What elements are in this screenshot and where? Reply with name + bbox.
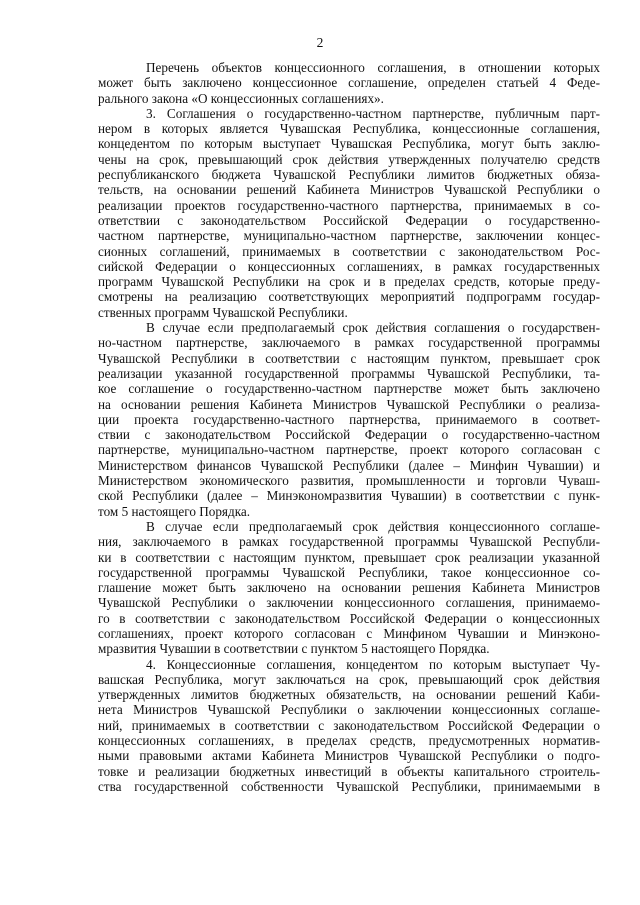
paragraph-line: утвержденных лимитов бюджетных обязательств, на основании решений Каби- xyxy=(98,687,600,703)
paragraph-line: нета Министров Чувашской Республики о заключении концессионных соглаше- xyxy=(98,702,600,718)
paragraph xyxy=(98,60,600,106)
paragraph-line: Министерством финансов Чувашской Республики (далее – Минфин Чувашии) и xyxy=(98,457,600,473)
paragraph-line: концессионных соглашениях, в пределах средств, предусмотренных норматив- xyxy=(98,733,600,749)
paragraph-line: Министерством экономического развития, промышленности и торговли Чуваш- xyxy=(98,473,600,489)
paragraph-line: программ Чувашской Республики на срок и в пределах средств, которые преду- xyxy=(98,274,600,290)
paragraph-line: Перечень объектов концессионного соглашения, в отношении которых xyxy=(146,60,600,75)
paragraph-line: тельств, на основании решений Кабинета Министров Чувашской Республики о xyxy=(98,182,600,198)
paragraph-line: Чувашской Республики о заключении концессионного соглашения, принимаемо- xyxy=(98,595,600,611)
paragraph-line: ской Республики (далее – Минэкономразвития Чувашии) в соответствии с пунк- xyxy=(98,488,600,504)
paragraph-line: реализации проектов государственно-частного партнерства, принимаемых в со- xyxy=(98,197,600,213)
paragraph-line: ки в соответствии с настоящим пунктом, превышает срок реализации указанной xyxy=(98,549,600,565)
paragraph xyxy=(98,106,600,320)
paragraph-line: вашская Республика, могут заключаться на срок, превышающий срок действия xyxy=(98,671,600,687)
paragraph-line: кое соглашение о государственно-частном партнерстве может быть заключено xyxy=(98,381,600,397)
paragraph-line: но-частном партнерстве, заключаемого в рамках государственной программы xyxy=(98,335,600,351)
paragraph-line: республиканского бюджета Чувашской Республики лимитов бюджетных обяза- xyxy=(98,167,600,183)
paragraph-line: ния, заключаемого в рамках государственной программы Чувашской Республи- xyxy=(98,534,600,550)
paragraph-line: 3. Соглашения о государственно-частном партнерстве, публичным парт- xyxy=(146,105,600,121)
document-body xyxy=(98,60,600,794)
paragraph xyxy=(98,657,600,795)
paragraph-line: 4. Концессионные соглашения, концедентом по которым выступает Чу- xyxy=(146,656,600,672)
paragraph-line: партнерстве, муниципально-частном партнерстве, проект которого согласован с xyxy=(98,442,600,458)
paragraph-line: В случае если предполагаемый срок действия соглашения о государствен- xyxy=(146,320,600,336)
paragraph-line: ными правовыми актами Кабинета Министров Чувашской Республики о подго- xyxy=(98,748,600,764)
paragraph xyxy=(98,320,600,519)
paragraph-line: мразвития Чувашии в соответствии с пунктом 5 настоящего Порядка. xyxy=(98,641,490,657)
paragraph-line: концедентом по которым выступает Чувашская Республика, могут быть заклю- xyxy=(98,136,600,152)
paragraph-line: нером в которых является Чувашская Республика, концессионные соглашения, xyxy=(98,121,600,137)
paragraph-line: сийской Федерации о концессионных соглашениях, в рамках государственных xyxy=(98,258,600,274)
paragraph xyxy=(98,519,600,657)
paragraph-line: Чувашской Республики в соответствии с настоящим пунктом, превышает срок xyxy=(98,350,600,366)
paragraph-line: го в соответствии с законодательством Российской Федерации о концессионных xyxy=(98,610,600,626)
paragraph-line: том 5 настоящего Порядка. xyxy=(98,503,251,519)
paragraph-line: товке и реализации бюджетных инвестиций в объекты капитального строитель- xyxy=(98,763,600,779)
paragraph-line: В случае если предполагаемый срок действия концессионного соглаше- xyxy=(146,518,600,534)
paragraph-line: ний, принимаемых в соответствии с законодательством Российской Федерации о xyxy=(98,717,600,733)
paragraph-line: рального закона «О концессионных соглашениях». xyxy=(98,90,384,106)
paragraph-line: ствии с законодательством Российской Федерации о государственно-частном xyxy=(98,427,600,443)
paragraph-line: соглашениях, проект которого согласован с Минфином Чувашии и Минэконо- xyxy=(98,625,600,641)
paragraph-line: смотрены на реализацию соответствующих мероприятий подпрограмм государ- xyxy=(98,289,600,305)
paragraph-line: ции проекта государственно-частного партнерства, принимаемого в соответ- xyxy=(98,411,600,427)
paragraph-line: ства государственной собственности Чувашской Республики, принимаемыми в xyxy=(98,778,600,794)
paragraph-line: государственной программы Чувашской Республики, такое концессионное со- xyxy=(98,564,600,580)
paragraph-line: сионных соглашений, принимаемых в соответствии с законодательством Рос- xyxy=(98,243,600,259)
paragraph-line: реализации указанной государственной программы Чувашской Республики, та- xyxy=(98,365,600,381)
paragraph-line: глашение может быть заключено на основании решения Кабинета Министров xyxy=(98,580,600,596)
paragraph-line: ственных программ Чувашской Республики. xyxy=(98,304,348,320)
paragraph-line: частном партнерстве, муниципально-частном партнерстве, заключении концес- xyxy=(98,228,600,244)
paragraph-line: на основании решения Кабинета Министров Чувашской Республики о реализа- xyxy=(98,396,600,412)
paragraph-line: может быть заключено концессионное соглашение, определен статьей 4 Феде- xyxy=(98,75,600,91)
paragraph-line: ответствии с законодательством Российской Федерации о государственно- xyxy=(98,212,600,228)
paragraph-line: чены на срок, превышающий срок действия утвержденных получателю средств xyxy=(98,151,600,167)
page-number: 2 xyxy=(316,35,324,50)
